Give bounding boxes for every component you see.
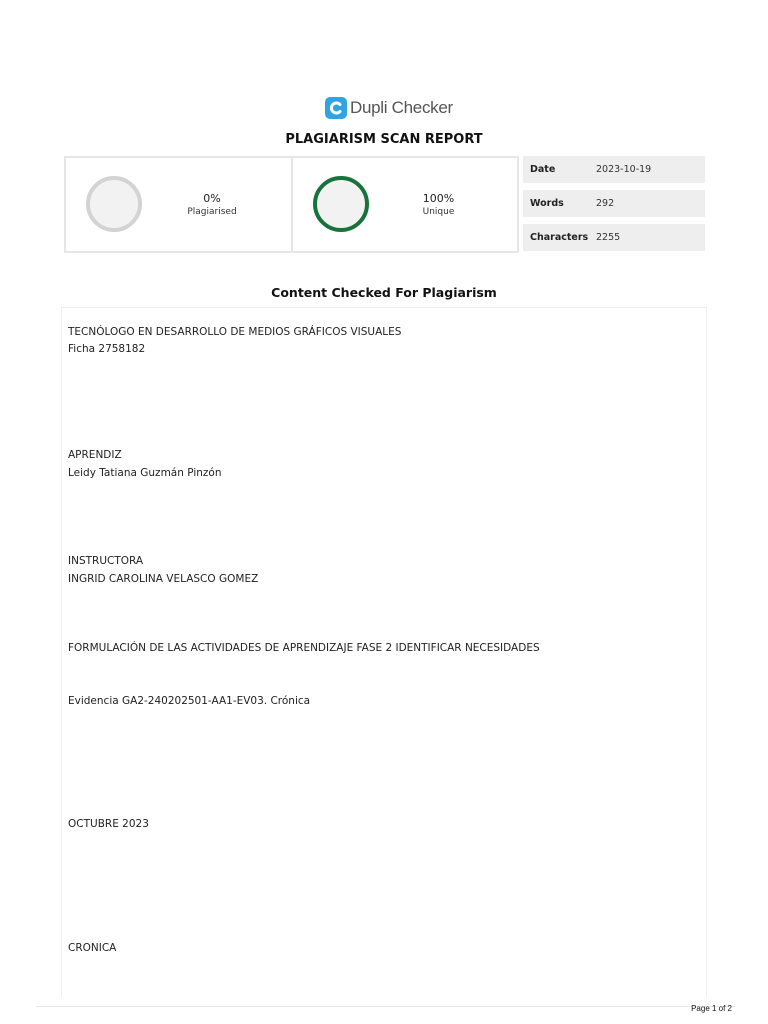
logo-text: Dupli Checker xyxy=(350,98,453,117)
meta-row-characters xyxy=(523,224,705,251)
content-line: INSTRUCTORA xyxy=(68,555,144,567)
unique-percent: 100% xyxy=(422,192,455,205)
unique-label: Unique xyxy=(422,207,455,217)
content-line: CRONICA xyxy=(68,942,117,954)
plagiarised-stat xyxy=(66,158,291,251)
meta-row-date xyxy=(523,156,705,183)
unique-ring xyxy=(313,176,369,232)
plagiarised-percent: 0% xyxy=(203,192,221,205)
meta-row-words xyxy=(523,190,705,217)
footer-divider xyxy=(36,1006,736,1007)
score-panel xyxy=(64,156,519,253)
duplichecker-logo xyxy=(325,95,453,121)
content-line: APRENDIZ xyxy=(68,449,122,461)
content-line: TECNÓLOGO EN DESARROLLO DE MEDIOS GRÁFICOS VISUALES xyxy=(68,326,402,338)
date-label: Date xyxy=(530,164,556,175)
date-value: 2023-10-19 xyxy=(596,164,652,175)
words-label: Words xyxy=(530,198,564,209)
words-value: 292 xyxy=(596,198,615,209)
duplichecker-logo-icon xyxy=(325,97,347,119)
plagiarised-ring xyxy=(86,176,142,232)
unique-stat xyxy=(291,158,518,251)
content-line: FORMULACIÓN DE LAS ACTIVIDADES DE APRENDIZAJE FASE 2 IDENTIFICAR NECESIDADES xyxy=(68,642,540,654)
characters-label: Characters xyxy=(530,232,589,243)
report-title: PLAGIARISM SCAN REPORT xyxy=(285,132,483,147)
content-line: INGRID CAROLINA VELASCO GOMEZ xyxy=(68,573,259,585)
content-title: Content Checked For Plagiarism xyxy=(271,285,497,300)
content-line: Leidy Tatiana Guzmán Pinzón xyxy=(68,467,222,479)
plagiarised-label: Plagiarised xyxy=(187,207,237,217)
characters-value: 2255 xyxy=(596,232,621,243)
content-line: Evidencia GA2-240202501-AA1-EV03. Crónica xyxy=(68,695,311,707)
content-line: OCTUBRE 2023 xyxy=(68,818,149,830)
content-line: Ficha 2758182 xyxy=(68,343,146,355)
report-meta xyxy=(523,156,705,258)
page-number: Page 1 of 2 xyxy=(691,1004,732,1013)
